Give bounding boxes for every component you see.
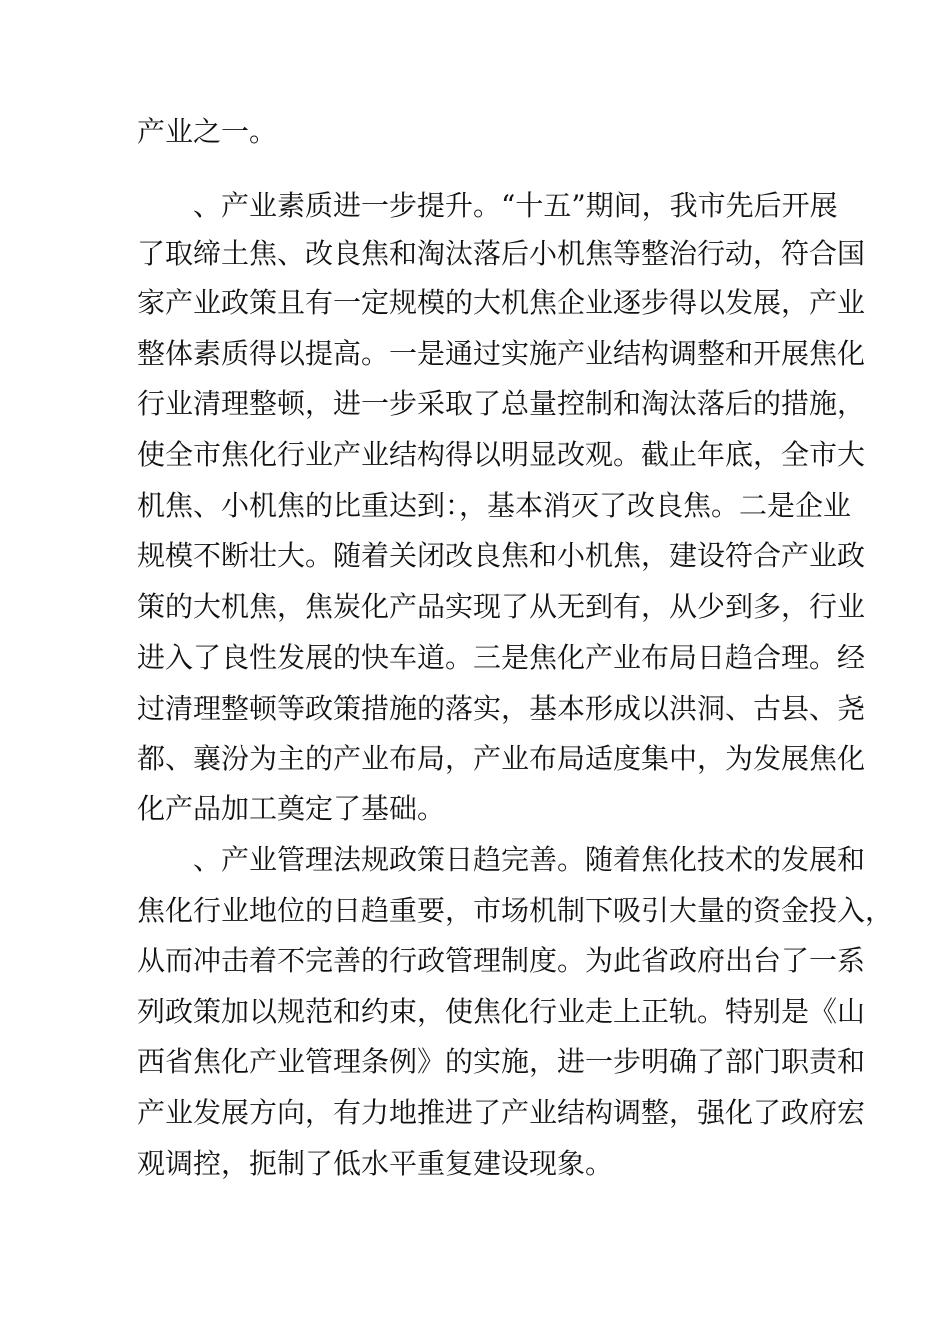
text-line: 策的大机焦，焦炭化产品实现了从无到有，从少到多，行业 <box>137 590 866 623</box>
text-line: 进入了良性发展的快车道。三是焦化产业布局日趋合理。经 <box>137 641 866 674</box>
paragraph-first-line: 、产业素质进一步提升。“十五”期间，我市先后开展 <box>193 189 838 222</box>
text-line: 机焦、小机焦的比重达到：，基本消灭了改良焦。二是企业 <box>137 489 852 522</box>
text-line: 了取缔土焦、改良焦和淘汰落后小机焦等整治行动，符合国 <box>137 237 866 270</box>
text-line: 过清理整顿等政策措施的落实，基本形成以洪洞、古县、尧 <box>137 692 866 725</box>
text-line: 规模不断壮大。随着关闭改良焦和小机焦，建设符合产业政 <box>137 539 866 572</box>
text-line: 从而冲击着不完善的行政管理制度。为此省政府出台了一系 <box>137 944 866 977</box>
text-line: 使全市焦化行业产业结构得以明显改观。截止年底，全市大 <box>137 438 866 471</box>
text-line: 家产业政策且有一定规模的大机焦企业逐步得以发展，产业 <box>137 286 866 319</box>
text-line: 西省焦化产业管理条例》的实施，进一步明确了部门职责和 <box>137 1045 866 1078</box>
text-line: 焦化行业地位的日趋重要，市场机制下吸引大量的资金投入， <box>137 894 894 927</box>
text-line: 都、襄汾为主的产业布局，产业布局适度集中，为发展焦化 <box>137 742 866 775</box>
text-line: 产业之一。 <box>137 115 278 148</box>
text-line: 整体素质得以提高。一是通过实施产业结构调整和开展焦化 <box>137 337 866 370</box>
text-line: 列政策加以规范和约束，使焦化行业走上正轨。特别是《山 <box>137 995 866 1028</box>
text-line: 行业清理整顿，进一步采取了总量控制和淘汰落后的措施， <box>137 387 866 420</box>
text-line: 观调控，扼制了低水平重复建设现象。 <box>137 1147 614 1180</box>
text-line: 产业发展方向，有力地推进了产业结构调整，强化了政府宏 <box>137 1096 866 1129</box>
paragraph-first-line: 、产业管理法规政策日趋完善。随着焦化技术的发展和 <box>193 843 866 876</box>
text-line: 化产品加工奠定了基础。 <box>137 792 446 825</box>
